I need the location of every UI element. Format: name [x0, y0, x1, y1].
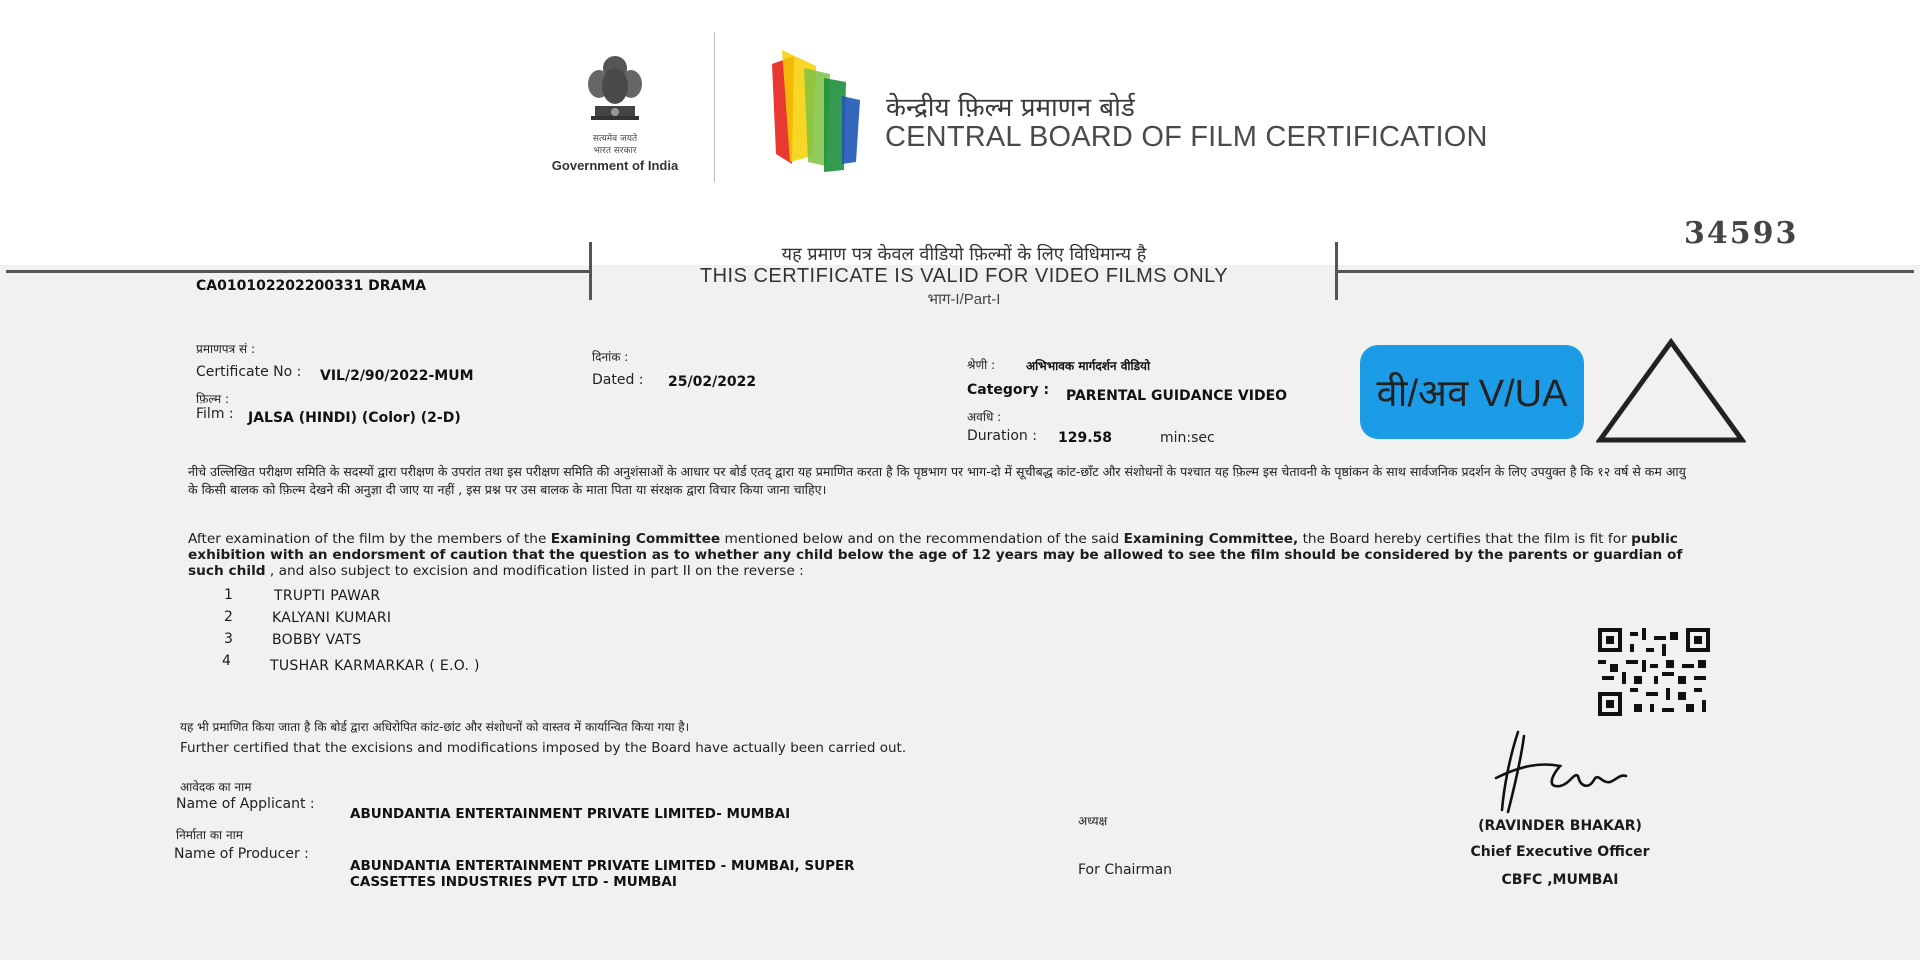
- qr-code-icon: [1598, 628, 1710, 716]
- duration-value: 129.58: [1058, 430, 1113, 446]
- signature-icon: [1490, 726, 1630, 818]
- cert-en-4: Examining Committee,: [1123, 531, 1299, 547]
- committee-num-3: 3: [224, 631, 234, 647]
- emblem-icon: [575, 48, 655, 136]
- duration-label-hindi: अवधि :: [967, 410, 1002, 424]
- committee-name-4: TUSHAR KARMARKAR ( E.O. ): [270, 658, 480, 674]
- emblem-motto: सत्यमेव जयते: [592, 134, 638, 144]
- category-label: Category :: [967, 382, 1050, 398]
- gov-english: Government of India: [551, 158, 679, 173]
- cert-en-7: , and also subject to excision and modification listed in part II on the reverse :: [265, 563, 804, 579]
- validity-english: THIS CERTIFICATE IS VALID FOR VIDEO FILMS ONLY: [699, 265, 1229, 287]
- duration-unit: min:sec: [1160, 430, 1215, 446]
- serial-number: 34593: [1684, 216, 1799, 251]
- date-label: Dated :: [592, 372, 644, 388]
- header-divider: [714, 32, 715, 182]
- signatory-office: CBFC ,MUMBAI: [1501, 872, 1619, 888]
- national-emblem: [575, 48, 655, 136]
- film-label-hindi: फ़िल्म :: [196, 392, 230, 406]
- committee-name-1: TRUPTI PAWAR: [274, 588, 381, 604]
- producer-value-line2: CASSETTES INDUSTRIES PVT LTD - MUMBAI: [350, 874, 677, 890]
- gov-hindi: भारत सरकार: [593, 146, 637, 156]
- banner-line-left: [6, 270, 592, 273]
- cert-en-1: After examination of the film by the members of the: [188, 531, 551, 547]
- producer-label-hindi: निर्माता का नाम: [176, 828, 243, 842]
- reference-code: CA010102202200331 DRAMA: [196, 278, 427, 294]
- cert-en-3: mentioned below and on the recommendation of the said: [720, 531, 1124, 547]
- certification-text-hindi: नीचे उल्लिखित परीक्षण समिति के सदस्यों द्वारा परीक्षण के उपरांत तथा इस परीक्षण समिति की अनुशंसाओं के आधार पर बोर्ड एतद् द्वारा यह प्रमाणित करता है कि पृष्ठभाग पर भाग-दो में सूचीबद्ध कांट-छाँट और संशोधनों के पश्चात यह फ़िल्म इस चेतावनी के पृष्ठांकन के साथ सार्वजनिक प्रदर्शन के लिए उपयुक्त है कि १२ वर्ष से कम आयु के किसी बालक को फ़िल्म देखने की अनुज्ञा दी जाए या नहीं , इस प्रश्न पर उस बालक के माता पिता या संरक्षक द्वारा विचार किया जाना चाहिए।: [188, 464, 1686, 497]
- cert-en-5: the Board hereby certifies that the film is fit for: [1298, 531, 1632, 547]
- rating-badge-text: वी/अव V/UA: [1376, 373, 1568, 415]
- cbfc-logo: [764, 44, 872, 174]
- film-label: Film :: [196, 406, 234, 422]
- qr-code: [1598, 628, 1710, 716]
- cert-no-label: Certificate No :: [196, 364, 302, 380]
- category-value: PARENTAL GUIDANCE VIDEO: [1066, 388, 1288, 404]
- applicant-value: ABUNDANTIA ENTERTAINMENT PRIVATE LIMITED- MUMBAI: [350, 806, 791, 822]
- date-label-hindi: दिनांक :: [592, 350, 629, 364]
- validity-hindi: यह प्रमाण पत्र केवल वीडियो फ़िल्मों के लिए विधिमान्य है: [781, 244, 1147, 265]
- producer-label: Name of Producer :: [174, 846, 309, 862]
- further-text-english: Further certified that the excisions and modifications imposed by the Board have actually been carried out.: [180, 740, 907, 756]
- board-name-english: CENTRAL BOARD OF FILM CERTIFICATION: [885, 121, 1488, 153]
- chairman-english: For Chairman: [1078, 862, 1173, 878]
- signatory-name: (RAVINDER BHAKAR): [1478, 818, 1642, 834]
- rating-triangle: [1596, 338, 1746, 444]
- rating-badge: [1360, 345, 1584, 439]
- applicant-label-hindi: आवेदक का नाम: [180, 780, 252, 794]
- cert-no-value: VIL/2/90/2022-MUM: [320, 368, 474, 384]
- date-value: 25/02/2022: [668, 374, 757, 390]
- cert-en-6: public exhibition with an endorsment of caution that the question as to whether any child below the age of 12 years may be allowed to see the film should be considered by the parents or guardian of such child: [188, 531, 1683, 579]
- validity-part: भाग-I/Part-I: [927, 291, 1001, 308]
- category-label-hindi: श्रेणी :: [967, 358, 996, 372]
- triangle-icon: [1596, 338, 1746, 444]
- banner-tick-left: [589, 242, 592, 300]
- signatory-title: Chief Executive Officer: [1470, 844, 1650, 860]
- certification-text-english: [188, 531, 1698, 579]
- cbfc-logo-icon: [764, 44, 872, 174]
- producer-value-line1: ABUNDANTIA ENTERTAINMENT PRIVATE LIMITED - MUMBAI, SUPER: [350, 858, 855, 874]
- further-text-hindi: यह भी प्रमाणित किया जाता है कि बोर्ड द्वारा अधिरोपित कांट-छांट और संशोधनों को वास्तव में कार्यान्वित किया गया है।: [180, 720, 690, 734]
- category-value-hindi: अभिभावक मार्गदर्शन वीडियो: [1026, 359, 1151, 373]
- committee-num-1: 1: [224, 587, 234, 603]
- board-name-hindi: केन्द्रीय फ़िल्म प्रमाणन बोर्ड: [886, 93, 1135, 123]
- committee-num-4: 4: [222, 653, 232, 669]
- committee-name-2: KALYANI KUMARI: [272, 610, 392, 626]
- film-value: JALSA (HINDI) (Color) (2-D): [248, 410, 461, 426]
- applicant-label: Name of Applicant :: [176, 796, 315, 812]
- signature: [1490, 726, 1630, 818]
- committee-name-3: BOBBY VATS: [272, 632, 362, 648]
- cert-en-2: Examining Committee: [550, 531, 721, 547]
- banner-tick-right: [1335, 242, 1338, 300]
- committee-num-2: 2: [224, 609, 234, 625]
- cert-no-label-hindi: प्रमाणपत्र सं :: [196, 342, 256, 356]
- duration-label: Duration :: [967, 428, 1037, 444]
- chairman-hindi: अध्यक्ष: [1078, 814, 1108, 828]
- banner-line-right: [1336, 270, 1914, 273]
